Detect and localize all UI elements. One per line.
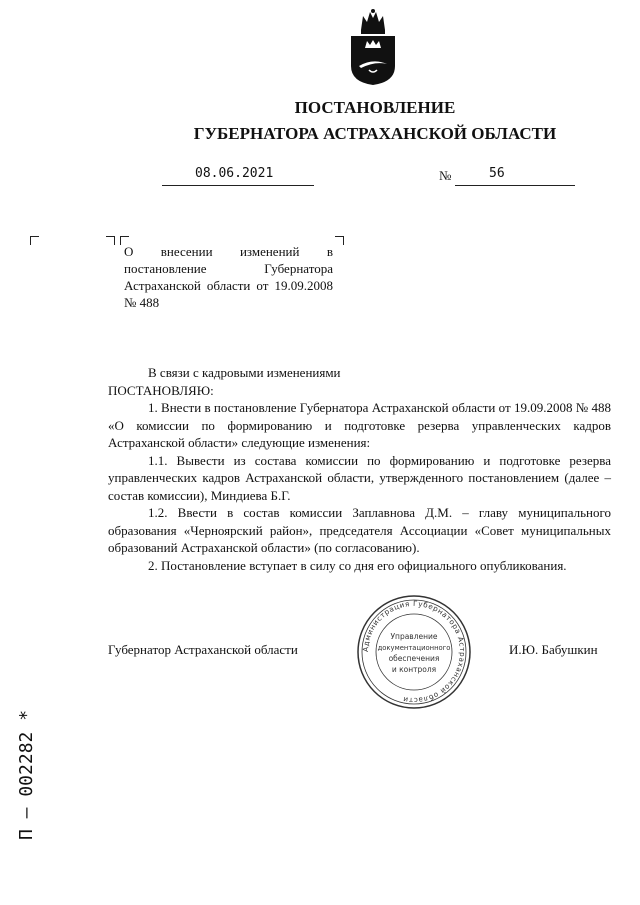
stamp-inner-line-1: Управление (390, 632, 438, 641)
coat-of-arms-emblem (347, 8, 399, 86)
corner-mark-left (30, 236, 39, 245)
body-item-1: 1. Внести в постановление Губернатора Астраханской области от 19.09.2008 № 488 «О комиссии по формированию и подготовке резерва управленческих кадров Астраханской области» следующие изменения: (108, 400, 611, 450)
corner-mark-subject-tl-a (106, 236, 115, 245)
stamp-ring-text: Администрация Губернатора Астраханской области (360, 598, 468, 706)
body-intro: В связи с кадровыми изменениями (148, 365, 341, 380)
number-sign: № (439, 168, 452, 183)
document-number: 56 (489, 166, 505, 181)
body-item-1-2: 1.2. Ввести в состав комиссии Заплавнова Д.М. – главу муниципального образования «Черноярский район», председателя Ассоциации «Совет муниципальных образований Астраханской области» (по согласованию). (108, 505, 611, 555)
body-item-1-1: 1.1. Вывести из состава комиссии по формированию и подготовке резерва управленческих кадров Астраханской области, утвержденного постановлением (далее – состав комиссии), Миндиева Б.Г. (108, 452, 611, 503)
body-decree-word: ПОСТАНОВЛЯЮ: (108, 382, 214, 398)
corner-mark-subject-tr (335, 236, 344, 245)
stamp-inner-line-3: обеспечения (388, 654, 440, 663)
document-body (108, 364, 611, 574)
document-date: 08.06.2021 (195, 166, 274, 181)
document-subject: О внесении изменений в постановление Губернатора Астраханской области от 19.09.2008 № 488 (124, 244, 333, 310)
document-title: ПОСТАНОВЛЕНИЕ (294, 98, 456, 117)
document-issuer: ГУБЕРНАТОРА АСТРАХАНСКОЙ ОБЛАСТИ (193, 124, 557, 143)
official-stamp (355, 593, 473, 711)
stamp-inner-line-4: и контроля (391, 665, 437, 674)
signature-position: Губернатор Астраханской области (108, 642, 298, 657)
number-field-line (455, 165, 575, 186)
stamp-inner-line-2: документационного (377, 644, 451, 652)
signature-name: И.Ю. Бабушкин (509, 642, 598, 657)
registration-code: П – 002282 * (16, 709, 37, 840)
body-item-2: 2. Постановление вступает в силу со дня его официального опубликования. (148, 557, 567, 573)
